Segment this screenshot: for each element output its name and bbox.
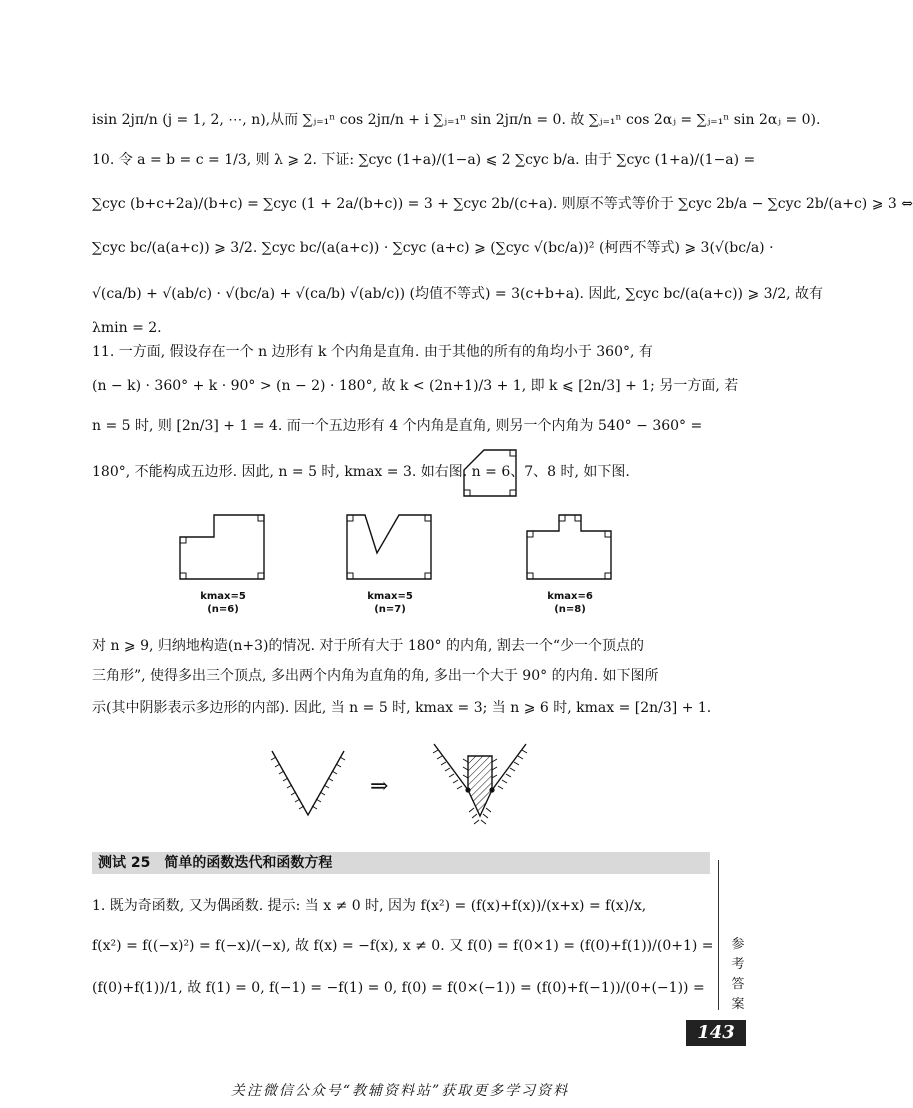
caption-k: kmax=5 — [367, 591, 413, 602]
page-number: 143 — [686, 1020, 746, 1046]
body-line-2: 10. 令 a = b = c = 1/3, 则 λ ⩾ 2. 下证: ∑cyc (1+a)/(1−a) ⩽ 2 ∑cyc b/a. 由于 ∑cyc (1+a)/(1−a) = — [92, 152, 756, 168]
sidebar-label: 参 考 答 案 — [731, 937, 745, 1012]
caption-n: (n=7) — [374, 604, 406, 615]
body-line-13: 示(其中阴影表示多边形的内部). 因此, 当 n = 5 时, kmax = 3; 当 n ⩾ 6 时, kmax = [2n/3] + 1. — [92, 700, 712, 716]
caption-n: (n=8) — [554, 604, 586, 615]
body-line-1: isin 2jπ/n (j = 1, 2, ⋯, n),从而 ∑ⱼ₌₁ⁿ cos 2jπ/n + i ∑ⱼ₌₁ⁿ sin 2jπ/n = 0. 故 ∑ⱼ₌₁ⁿ cos 2αⱼ = ∑ⱼ₌₁ⁿ sin 2αⱼ = 0). — [92, 112, 821, 128]
body-line-10: 180°, 不能构成五边形. 因此, n = 5 时, kmax = 3. 如右图. n = 6、7、8 时, 如下图. — [92, 464, 630, 480]
body-line-11: 对 n ⩾ 9, 归纳地构造(n+3)的情况. 对于所有大于 180° 的内角, 割去一个“少一个顶点的 — [92, 638, 645, 654]
body-line-4: ∑cyc bc/(a(a+c)) ⩾ 3/2. ∑cyc bc/(a(a+c)) · ∑cyc (a+c) ⩾ (∑cyc √(bc/a))² (柯西不等式) ⩾ 3(√(bc/a) · — [92, 240, 774, 256]
body-line-3: ∑cyc (b+c+2a)/(b+c) = ∑cyc (1 + 2a/(b+c)) = 3 + ∑cyc 2b/(c+a). 则原不等式等价于 ∑cyc 2b/a − ∑cyc 2b/(a+c) ⩾ 3 ⇔ — [92, 196, 913, 212]
footer-text: 关注微信公众号“教辅资料站”获取更多学习资料 — [230, 1083, 570, 1099]
body-line-5: √(ca/b) + √(ab/c) · √(bc/a) + √(ca/b) √(ab/c)) (均值不等式) = 3(c+b+a). 因此, ∑cyc bc/(a(a+c)) ⩾ 3/2, 故有 — [92, 286, 824, 302]
body-line-7: 11. 一方面, 假设存在一个 n 边形有 k 个内角是直角. 由于其他的所有的角均小于 360°, 有 — [92, 344, 653, 360]
polygon-figure-n6 — [178, 513, 268, 583]
caption-n: (n=6) — [207, 604, 239, 615]
section-line-1: 1. 既为奇函数, 又为偶函数. 提示: 当 x ≠ 0 时, 因为 f(x²) = (f(x)+f(x))/(x+x) = f(x)/x, — [92, 898, 647, 914]
body-line-6: λmin = 2. — [92, 320, 162, 336]
side-rule — [718, 860, 719, 1010]
body-line-12: 三角形”, 使得多出三个顶点, 多出两个内角为直角的角, 多出一个大于 90° 的内角. 如下图所 — [92, 668, 659, 684]
polygon-figure-n8 — [525, 513, 615, 583]
polygon-figure-n7 — [345, 513, 435, 583]
arrow-icon: ⇒ — [370, 774, 389, 799]
construction-figure-left — [270, 745, 346, 823]
section-title: 测试 25 简单的函数迭代和函数方程 — [98, 855, 333, 871]
caption-k: kmax=5 — [200, 591, 246, 602]
caption-n8 — [525, 590, 615, 616]
caption-n7 — [345, 590, 435, 616]
body-line-8: (n − k) · 360° + k · 90° > (n − 2) · 180°, 故 k < (2n+1)/3 + 1, 即 k ⩽ [2n/3] + 1; 另一方面, 若 — [92, 378, 739, 394]
construction-figure-right — [430, 738, 530, 836]
body-line-9: n = 5 时, 则 [2n/3] + 1 = 4. 而一个五边形有 4 个内角是直角, 则另一个内角为 540° − 360° = — [92, 418, 703, 434]
pentagon-figure — [462, 448, 518, 498]
caption-k: kmax=6 — [547, 591, 593, 602]
section-line-3: (f(0)+f(1))/1, 故 f(1) = 0, f(−1) = −f(1) = 0, f(0) = f(0×(−1)) = (f(0)+f(−1))/(0+(−1)) = — [92, 980, 705, 996]
caption-n6 — [178, 590, 268, 616]
section-line-2: f(x²) = f((−x)²) = f(−x)/(−x), 故 f(x) = −f(x), x ≠ 0. 又 f(0) = f(0×1) = (f(0)+f(1))/(0+1) = — [92, 938, 714, 954]
